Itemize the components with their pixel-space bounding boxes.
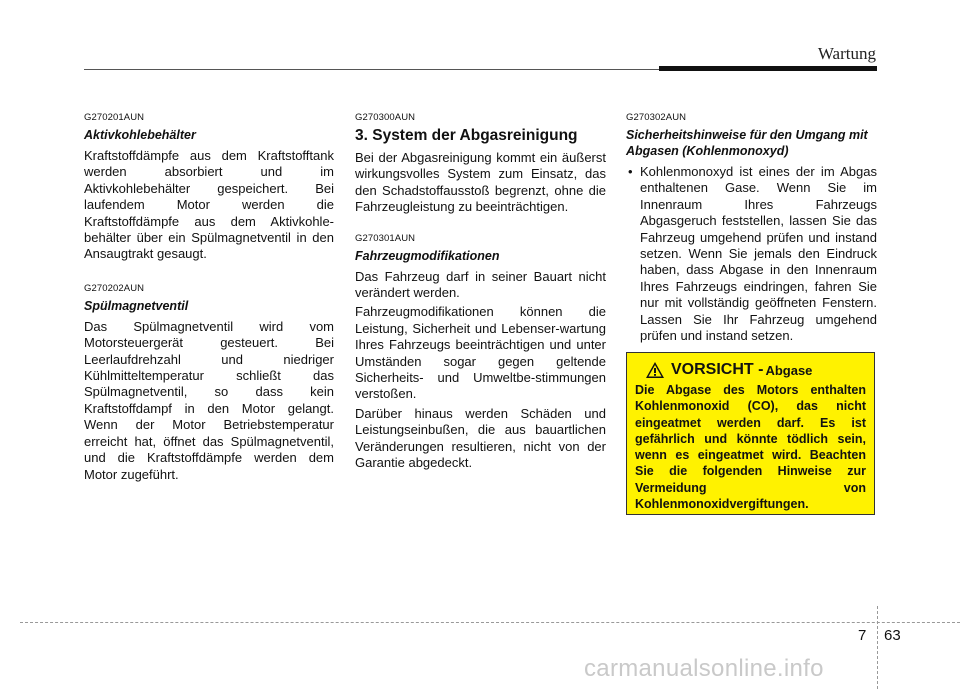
column-2 xyxy=(355,112,606,475)
column-1 xyxy=(84,112,334,486)
chapter-number: 7 xyxy=(858,627,867,644)
warning-box xyxy=(626,352,875,515)
section-body: Das Spülmagnetventil wird vom Motorsteuergerät gesteuert. Bei Leerlaufdrehzahl und niedriger Kühlmitteltemperatur schließt das Spülmagnetventil, so dass kein Kraftstoffdampf in den Motor gelangt. Wenn der Motor Betriebstemperatur erreicht hat, öffnet das Spülmagnetventil, und die Kraftstoffdämpfe werden dem Motor zugeführt. xyxy=(84,318,334,482)
section-heading: Sicherheitshinweise für den Umgang mit Abgasen (Kohlenmonoxyd) xyxy=(626,128,868,158)
bullet-list xyxy=(626,164,877,344)
section-body: Darüber hinaus werden Schäden und Leistungseinbußen, die aus bauartlichen Veränderungen resultieren, nicht von der Garantie abgedeckt. xyxy=(355,405,606,471)
warning-subtitle: Abgase xyxy=(765,362,813,378)
footer-divider xyxy=(877,606,878,689)
list-item xyxy=(626,164,877,344)
header-rule-thick xyxy=(659,66,877,71)
page-header-title: Wartung xyxy=(817,44,876,63)
section-heading: Fahrzeugmodifikationen xyxy=(355,248,500,263)
watermark: carmanualsonline.info xyxy=(584,655,824,682)
section-heading: Spülmagnetventil xyxy=(84,298,189,313)
section-heading: Aktivkohlebehälter xyxy=(84,128,196,142)
warning-text: Die Abgase des Motors enthalten Kohlenmonoxid (CO), das nicht eingeatmet werden darf. Es ist gefährlich und könnte tödlich sein, wenn es eingeatmet wird. Beachten Sie die folgenden Hinweise zur Vermeidung von Kohlenmonoxidvergiftungen. xyxy=(635,383,866,512)
header-rule xyxy=(84,69,662,70)
page-number: 63 xyxy=(884,627,901,644)
warning-triangle-icon xyxy=(645,361,665,379)
bullet-dot: • xyxy=(628,164,633,179)
section-code: G270202AUN xyxy=(84,282,145,294)
section-code: G270301AUN xyxy=(355,232,416,244)
warning-header xyxy=(645,361,866,379)
list-item-text: Kohlenmonoxyd ist eines der im Abgas enthaltenen Gase. Wenn Sie im Innenraum Ihres Fahrzeugs Abgasgeruch feststellen, lassen Sie das Fahrzeug umgehend prüfen und instand setzen. Wenn Sie jemals den Eindruck haben, dass Abgase in den Innenraum Ihres Fahrzeugs eindringen, fahren Sie nur mit vollständig geöffneten Fenstern. Lassen Sie Ihr Fahrzeug umgehend prüfen und instand setzen. xyxy=(640,164,877,344)
section-body: Bei der Abgasreinigung kommt ein äußerst wirkungsvolles System zum Einsatz, das den Schadstoffausstoß begrenzt, ohne die Fahrzeugleistung zu beeinträchtigen. xyxy=(355,150,606,215)
section-body: Fahrzeugmodifikationen können die Leistung, Sicherheit und Lebenser-wartung Ihres Fahrzeugs beeinträchtigen und unter Umständen sogar gegen geltende Sicherheits- und Umweltbe-stimmungen verstoßen. xyxy=(355,304,606,402)
section-code: G270302AUN xyxy=(626,112,687,123)
warning-title: VORSICHT - xyxy=(671,361,764,378)
section-body: Kraftstoffdämpfe aus dem Kraftstofftank werden absorbiert und im Aktivkohlebehälter gespeichert. Bei laufendem Motor werden die Kraftstoffdämpfe aus dem Aktivkohle-behälter über ein Spülmagnetventil in den Ansaugtrakt gesaugt. xyxy=(84,148,334,262)
section-code: G270300AUN xyxy=(355,112,416,123)
column-3 xyxy=(626,112,877,344)
section-title: 3. System der Abgasreinigung xyxy=(355,127,578,144)
section-code: G270201AUN xyxy=(84,112,145,123)
footer-rule xyxy=(20,622,960,623)
section-body: Das Fahrzeug darf in seiner Bauart nicht verändert werden. xyxy=(355,268,606,301)
